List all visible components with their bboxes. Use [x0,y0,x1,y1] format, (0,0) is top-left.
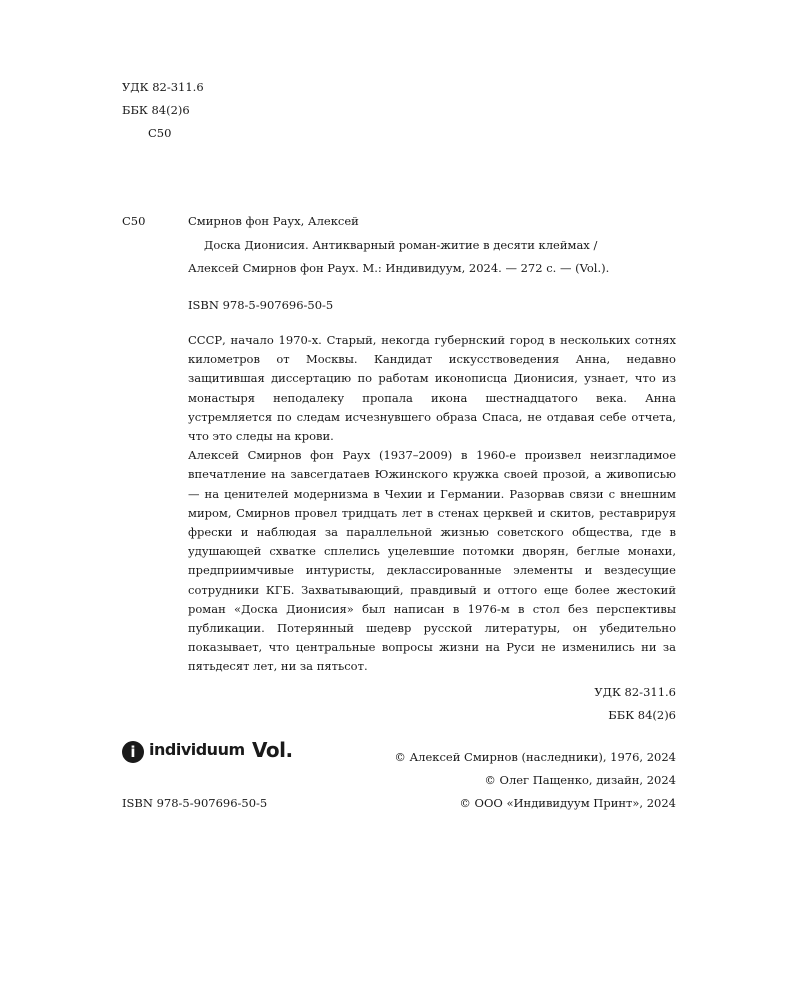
vol-logo: Vol. [252,738,293,762]
copyright-author: © Алексей Смирнов (наследники), 1976, 2024 [394,750,676,764]
annotation-paragraph-1: СССР, начало 1970-х. Старый, некогда губернский город в нескольких сотнях километров от Москвы. Кандидат искусствоведения Анна, недавно защитившая диссертацию по работам иконописца Дионисия, узнает, что из монастыря неподалеку пропала икона шестнадцатого века. Анна устремляется по следам исчезнувшего образа Спаса, не отдавая себе отчета, что это следы на крови. [188,333,676,444]
udk-code: УДК 82-311.6 [122,80,204,94]
record-title: Доска Дионисия. Антикварный роман-житие в десяти клеймах / [204,238,598,252]
record-author: Смирнов фон Раух, Алексей [188,214,359,228]
author-mark: С50 [148,126,172,140]
annotation [188,331,676,677]
copyright-publisher: © ООО «Индивидуум Принт», 2024 [459,796,676,810]
record-code: С50 [122,214,146,228]
annotation-paragraph-2: Алексей Смирнов фон Раух (1937–2009) в 1960-е произвел неизгладимое впечатление на завсегдатаев Южинского кружка своей прозой, а живописью — на ценителей модернизма в Чехии и Германии. Разорвав связи с внешним миром, Смирнов провел тридцать лет в стенах церквей и скитов, реставрируя фрески и наблюдая за параллельной жизнью советского общества, где в удушающей схватке сплелись уцелевшие потомки дворян, беглые монахи, предприимчивые интуристы, деклассированные элементы и вездесущие сотрудники КГБ. Захватывающий, правдивый и оттого еще более жестокий роман «Доска Дионисия» был написан в 1976-м в стол без перспективы публикации. Потерянный шедевр русской литературы, он убедительно показывает, что центральные вопросы жизни на Руси не изменились ни за пятьдесят лет, ни за пятьсот. [188,448,676,674]
bottom-udk-code: УДК 82-311.6 [594,685,676,699]
bottom-bbk-code: ББК 84(2)6 [608,708,676,722]
individuum-logo-text: individuum [149,740,245,759]
individuum-logo-icon: i [122,741,144,763]
record-isbn: ISBN 978-5-907696-50-5 [188,298,334,312]
bbk-code: ББК 84(2)6 [122,103,190,117]
copyright-design: © Олег Пащенко, дизайн, 2024 [484,773,676,787]
record-publication: Алексей Смирнов фон Раух. М.: Индивидуум, 2024. — 272 с. — (Vol.). [188,261,610,275]
footer-isbn: ISBN 978-5-907696-50-5 [122,796,268,810]
